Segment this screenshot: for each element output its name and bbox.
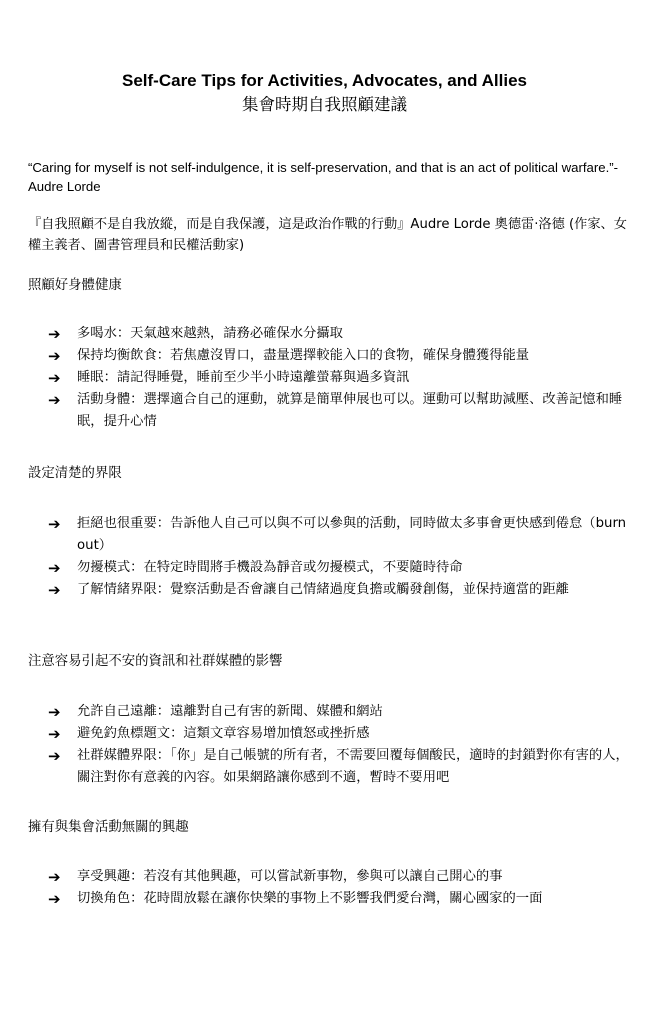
list-item-text: 保持均衡飲食：若焦慮沒胃口，盡量選擇較能入口的食物，確保身體獲得能量 [77,348,530,363]
list-item [48,557,633,579]
arrow-icon: ➔ [48,581,61,599]
arrow-icon: ➔ [48,369,61,387]
list-item-text: 切換角色：花時間放鬆在讓你快樂的事物上不影響我們愛台灣，關心國家的一面 [77,891,543,906]
arrow-icon: ➔ [48,868,61,886]
list-item-text: 避免釣魚標題文：這類文章容易增加憤怒或挫折感 [77,726,370,741]
list-item [48,701,633,723]
quote-english: “Caring for myself is not self-indulgence, it is self-preservation, and that is an act of political warfare.”-Audre Lorde [28,160,619,194]
section-heading: 設定清楚的界限 [28,466,122,481]
list-item [48,888,633,910]
section-heading: 照顧好身體健康 [28,278,122,293]
list-item-text: 拒絕也很重要：告訴他人自己可以與不可以參與的活動，同時做太多事會更快感到倦怠（burn out） [77,516,627,553]
list-item-text: 活動身體：選擇適合自己的運動，就算是簡單伸展也可以。運動可以幫助減壓、改善記憶和睡眠，提升心情 [77,392,623,429]
bullet-list [48,513,633,601]
list-item [48,389,633,433]
title-chinese: 集會時期自我照顧建議 [242,95,407,114]
list-item-text: 享受興趣：若沒有其他興趣，可以嘗試新事物，參與可以讓自己開心的事 [77,869,503,884]
arrow-icon: ➔ [48,391,61,409]
list-item [48,513,633,557]
list-item [48,323,633,345]
arrow-icon: ➔ [48,347,61,365]
bullet-list [48,866,633,910]
arrow-icon: ➔ [48,559,61,577]
list-item-text: 勿擾模式：在特定時間將手機設為靜音或勿擾模式，不要隨時待命 [77,560,463,575]
quote-chinese: 『自我照顧不是自我放縱，而是自我保護，這是政治作戰的行動』Audre Lorde 奧德雷·洛德 (作家、女權主義者、圖書管理員和民權活動家) [28,217,627,253]
arrow-icon: ➔ [48,890,61,908]
title-english: Self-Care Tips for Activities, Advocates, and Allies [122,71,527,90]
list-item [48,367,633,389]
arrow-icon: ➔ [48,515,61,533]
list-item-text: 了解情緒界限：覺察活動是否會讓自己情緒過度負擔或觸發創傷，並保持適當的距離 [77,582,569,597]
bullet-list [48,701,633,789]
list-item-text: 允許自己遠離：遠離對自己有害的新聞、媒體和網站 [77,704,383,719]
arrow-icon: ➔ [48,747,61,765]
arrow-icon: ➔ [48,725,61,743]
bullet-list [48,323,633,433]
list-item-text: 多喝水：天氣越來越熱，請務必確保水分攝取 [77,326,343,341]
list-item [48,866,633,888]
list-item [48,345,633,367]
section-heading: 擁有與集會活動無關的興趣 [28,820,189,835]
arrow-icon: ➔ [48,325,61,343]
list-item [48,745,633,789]
section-heading: 注意容易引起不安的資訊和社群媒體的影響 [28,654,283,669]
list-item-text: 社群媒體界限：「你」是自己帳號的所有者，不需要回覆每個酸民，適時的封鎖對你有害的人，關注對你有意義的內容。如果網路讓你感到不適，暫時不要用吧 [77,748,629,785]
list-item-text: 睡眠：請記得睡覺，睡前至少半小時遠離螢幕與過多資訊 [77,370,410,385]
arrow-icon: ➔ [48,703,61,721]
list-item [48,579,633,601]
list-item [48,723,633,745]
